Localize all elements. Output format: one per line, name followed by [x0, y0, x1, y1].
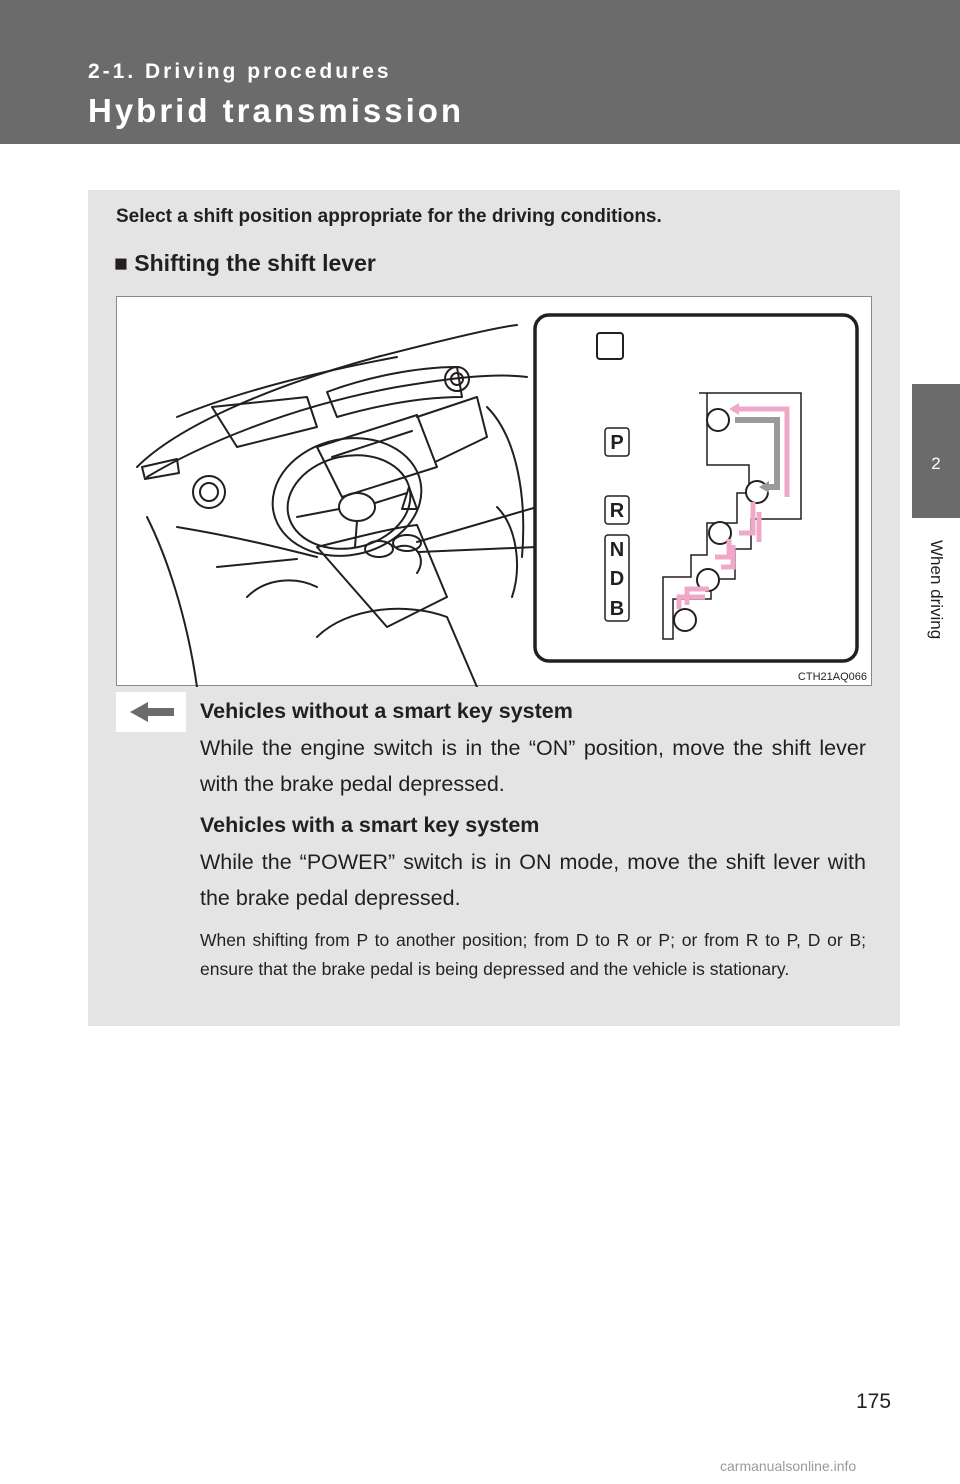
page-title: Hybrid transmission [88, 92, 465, 129]
gate-label-r: R [609, 500, 625, 522]
page-number: 175 [856, 1390, 892, 1413]
subheading: ■ Shifting the shift lever [114, 250, 376, 276]
intro-text: Select a shift position appropriate for the driving conditions. [116, 206, 662, 227]
without-smart-key-title: Vehicles without a smart key system [200, 699, 573, 723]
left-arrow-icon [116, 692, 186, 732]
shift-lever-figure [116, 296, 872, 686]
caution-note: When shifting from P to another position; from D to R or P; or from R to P, D or B; ensure that the brake pedal is being depressed and the vehicle is stationary. [200, 930, 866, 979]
with-smart-key-title: Vehicles with a smart key system [200, 813, 540, 837]
gate-label-b: B [609, 598, 625, 620]
with-smart-key-text: While the “POWER” switch is in ON mode, move the shift lever with the brake pedal depressed. [200, 850, 866, 910]
instructions [200, 696, 866, 984]
chapter-label: When driving [927, 540, 946, 640]
chapter-tab [912, 384, 960, 518]
gate-inset [535, 315, 857, 661]
gate-label-p: P [610, 432, 624, 454]
section-label: 2-1. Driving procedures [88, 60, 392, 83]
without-smart-key-text: While the engine switch is in the “ON” position, move the shift lever with the brake pedal depressed. [200, 736, 866, 796]
watermark[interactable]: carmanualsonline.info [720, 1458, 857, 1474]
step-arrow [116, 692, 186, 732]
figure-code: CTH21AQ066 [797, 671, 867, 683]
dashboard-illustration [117, 297, 873, 687]
chapter-number: 2 [931, 454, 941, 473]
gate-label-d: D [609, 568, 625, 590]
gate-label-n: N [609, 539, 625, 561]
chapter-label-wrap [918, 540, 954, 670]
